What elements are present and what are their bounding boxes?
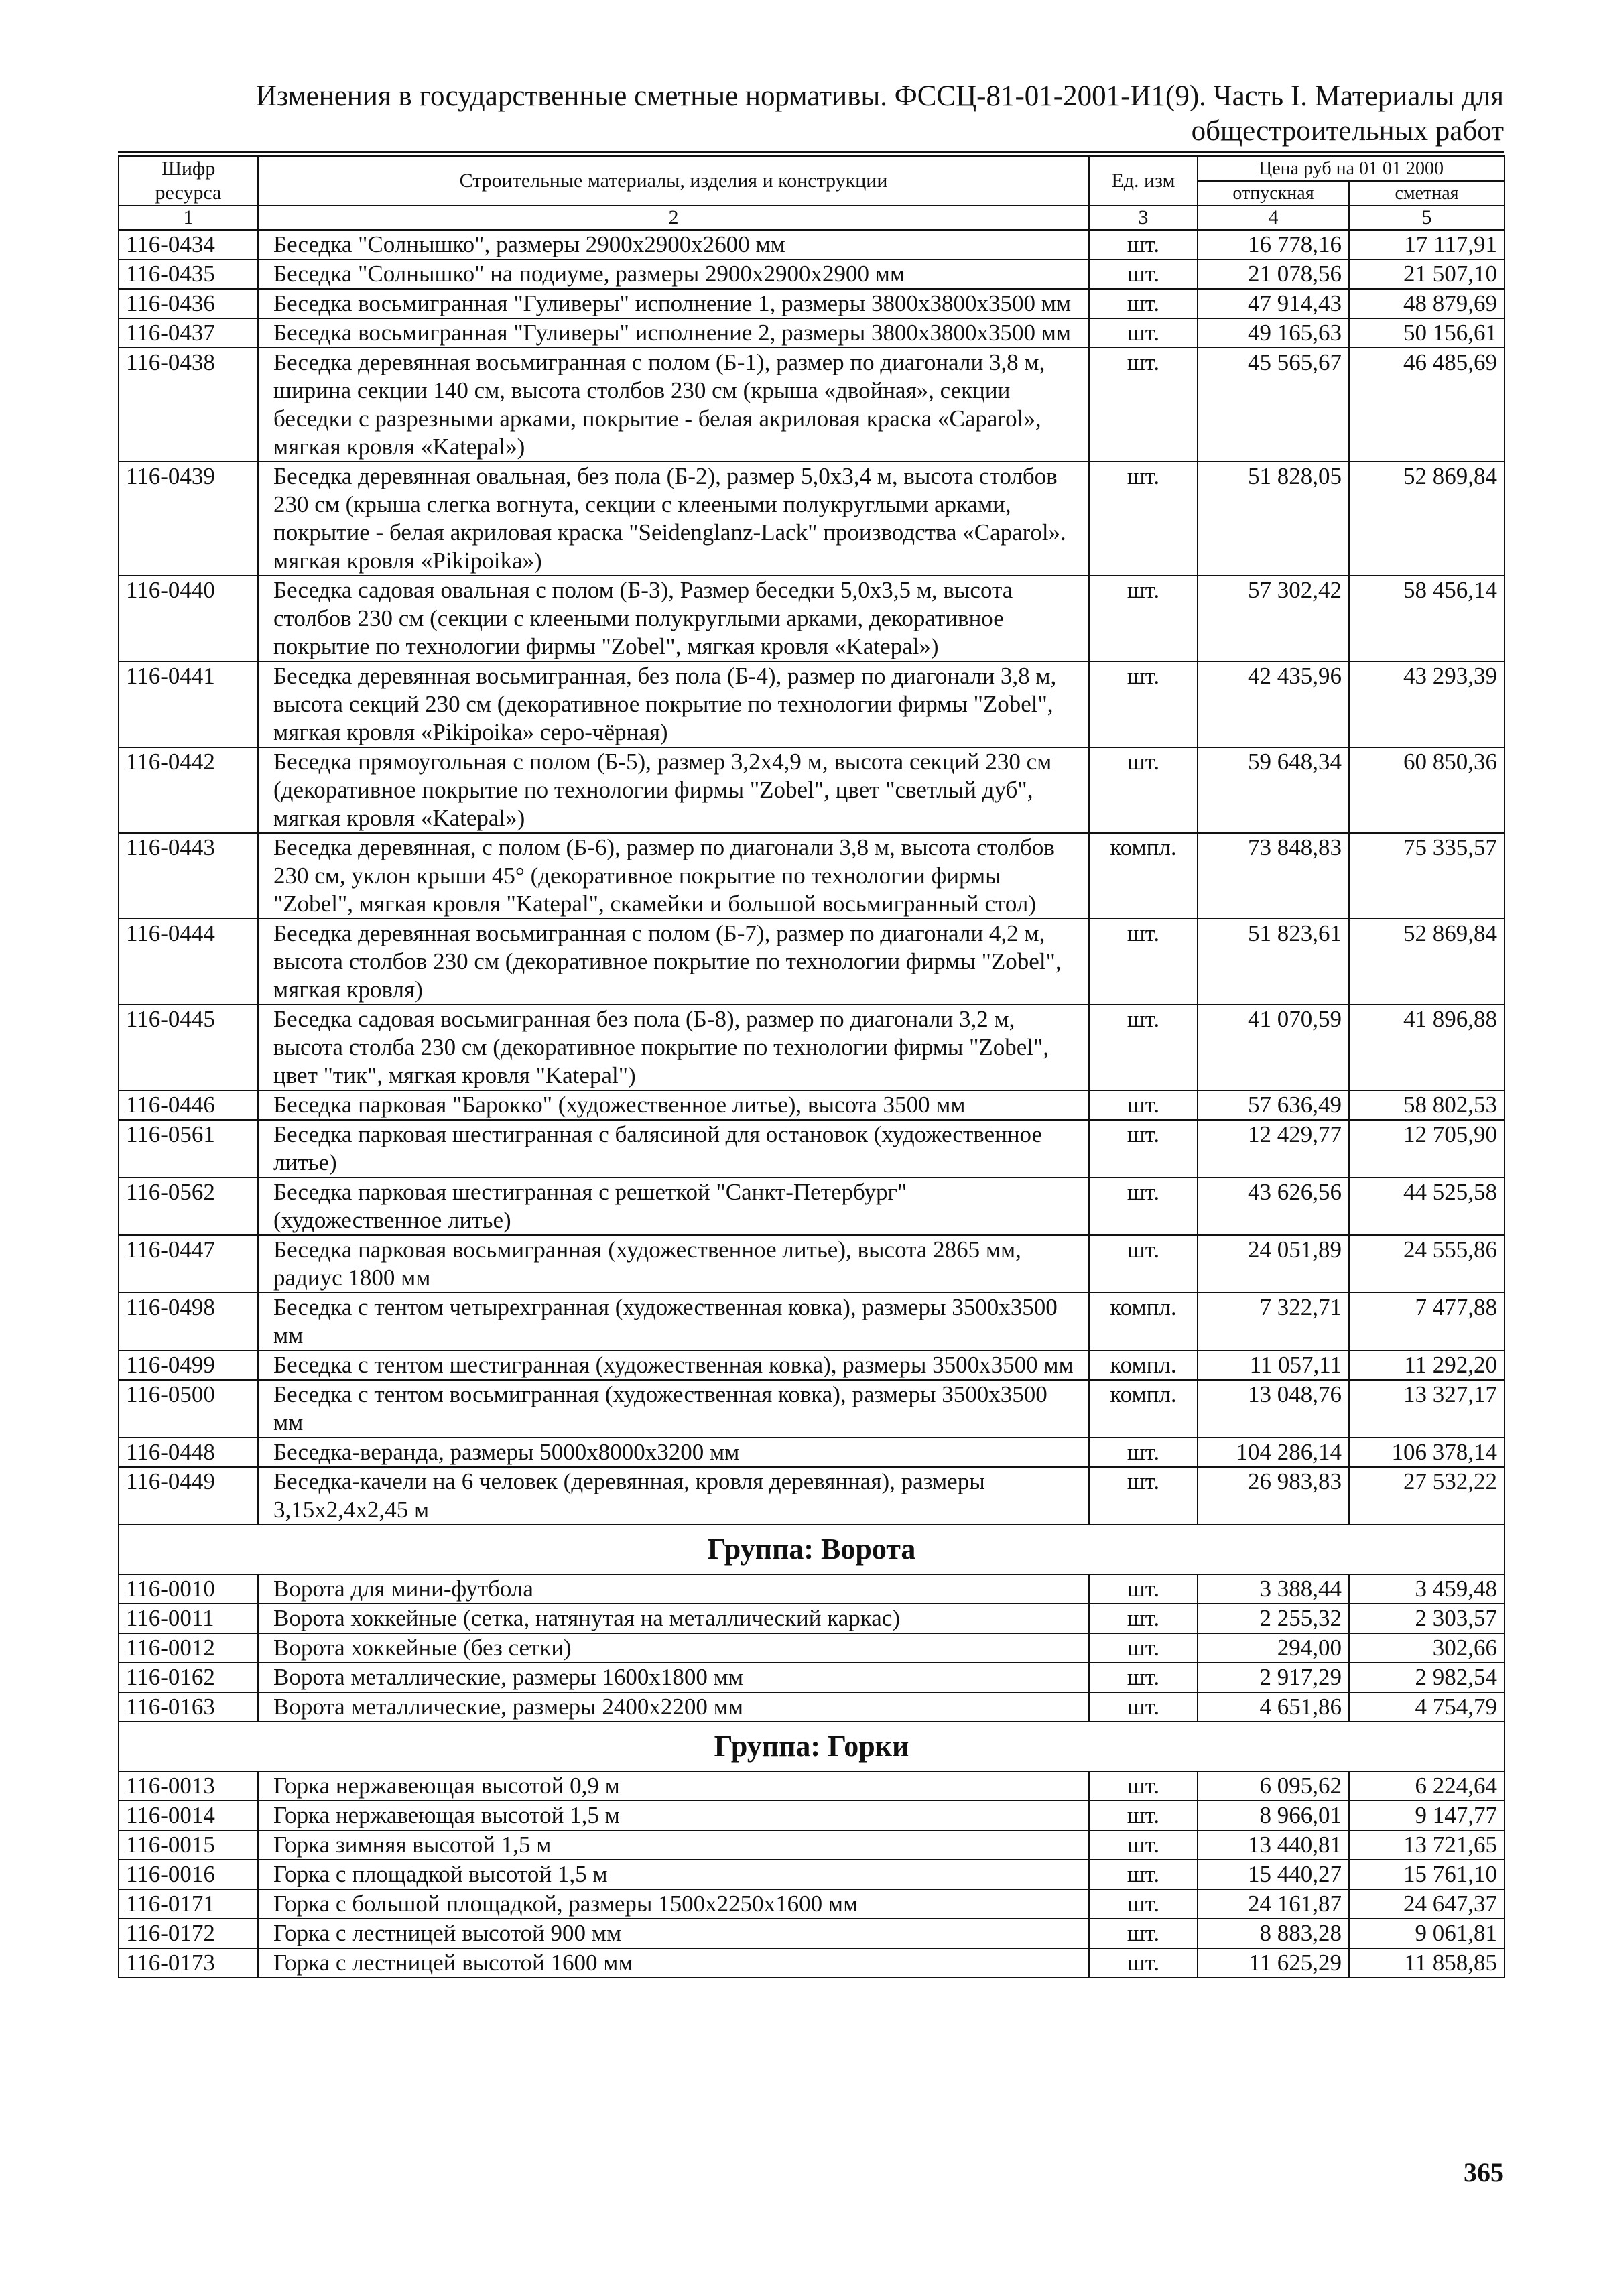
table-row — [119, 1919, 1505, 1948]
table-row — [119, 1380, 1505, 1438]
estimate-price: 52 869,84 — [1349, 919, 1505, 1005]
table-row — [119, 833, 1505, 919]
estimate-price: 7 477,88 — [1349, 1293, 1505, 1350]
table-row — [119, 1090, 1505, 1120]
unit-cell: шт. — [1089, 576, 1198, 661]
resource-code: 116-0013 — [119, 1771, 258, 1801]
table-row — [119, 318, 1505, 348]
unit-cell: шт. — [1089, 1467, 1198, 1525]
estimate-price: 48 879,69 — [1349, 289, 1505, 318]
item-name: Беседка деревянная восьмигранная с полом (Б-1), размер по диагонали 3,8 м, ширина секции 140 см, высота столбов 230 см (крыша «двойная», секции беседки с разрезными арками, покрытие - белая акриловая краска «Caparol», мягкая кровля «Katepal») — [258, 348, 1089, 462]
col-number: 3 — [1089, 206, 1198, 230]
table-row — [119, 1235, 1505, 1293]
item-name: Беседка-качели на 6 человек (деревянная, кровля деревянная), размеры 3,15x2,4x2,45 м — [258, 1467, 1089, 1525]
resource-code: 116-0434 — [119, 230, 258, 259]
item-name: Беседка деревянная восьмигранная с полом (Б-7), размер по диагонали 4,2 м, высота столбов 230 см (декоративное покрытие по технологии фирмы "Zobel", мягкая кровля) — [258, 919, 1089, 1005]
unit-cell: шт. — [1089, 1120, 1198, 1177]
estimate-price: 4 754,79 — [1349, 1692, 1505, 1722]
unit-cell: шт. — [1089, 348, 1198, 462]
col-header-unit: Ед. изм — [1089, 156, 1198, 206]
unit-cell: шт. — [1089, 1177, 1198, 1235]
resource-code: 116-0014 — [119, 1801, 258, 1830]
unit-cell: шт. — [1089, 1574, 1198, 1604]
estimate-price: 27 532,22 — [1349, 1467, 1505, 1525]
release-price: 26 983,83 — [1198, 1467, 1349, 1525]
resource-code: 116-0010 — [119, 1574, 258, 1604]
table-row — [119, 1120, 1505, 1177]
unit-cell: шт. — [1089, 747, 1198, 833]
item-name: Беседка парковая шестигранная с решеткой "Санкт-Петербург" (художественное литье) — [258, 1177, 1089, 1235]
table-row — [119, 1604, 1505, 1633]
estimate-price: 24 647,37 — [1349, 1889, 1505, 1919]
estimate-price: 60 850,36 — [1349, 747, 1505, 833]
table-row — [119, 1948, 1505, 1978]
table-row — [119, 576, 1505, 661]
estimate-price: 11 858,85 — [1349, 1948, 1505, 1978]
estimate-price: 75 335,57 — [1349, 833, 1505, 919]
table-row — [119, 1771, 1505, 1801]
resource-code: 116-0435 — [119, 259, 258, 289]
release-price: 49 165,63 — [1198, 318, 1349, 348]
unit-cell: компл. — [1089, 1293, 1198, 1350]
col-header-price-group: Цена руб на 01 01 2000 — [1198, 156, 1505, 181]
item-name: Горка с лестницей высотой 900 мм — [258, 1919, 1089, 1948]
resource-code: 116-0500 — [119, 1380, 258, 1438]
release-price: 41 070,59 — [1198, 1005, 1349, 1090]
estimate-price: 106 378,14 — [1349, 1438, 1505, 1467]
item-name: Беседка деревянная восьмигранная, без пола (Б-4), размер по диагонали 3,8 м, высота секций 230 см (декоративное покрытие по технологии фирмы "Zobel", мягкая кровля «Pikipoika» серо-чёрная) — [258, 661, 1089, 747]
release-price: 24 051,89 — [1198, 1235, 1349, 1293]
resource-code: 116-0011 — [119, 1604, 258, 1633]
col-number: 2 — [258, 206, 1089, 230]
item-name: Беседка деревянная овальная, без пола (Б-2), размер 5,0x3,4 м, высота столбов 230 см (крыша слегка вогнута, секции с клееными полукруглыми арками, покрытие - белая акриловая краска "Seidenglanz-Lack" производства «Caparol». мягкая кровля «Pikipoika») — [258, 462, 1089, 576]
estimate-price: 9 061,81 — [1349, 1919, 1505, 1948]
release-price: 8 883,28 — [1198, 1919, 1349, 1948]
item-name: Горка нержавеющая высотой 1,5 м — [258, 1801, 1089, 1830]
item-name: Ворота для мини-футбола — [258, 1574, 1089, 1604]
column-number-row — [119, 206, 1505, 230]
table-row — [119, 1692, 1505, 1722]
unit-cell: шт. — [1089, 462, 1198, 576]
estimate-price: 302,66 — [1349, 1633, 1505, 1663]
unit-cell: шт. — [1089, 1948, 1198, 1978]
release-price: 45 565,67 — [1198, 348, 1349, 462]
item-name: Беседка-веранда, размеры 5000x8000x3200 мм — [258, 1438, 1089, 1467]
unit-cell: компл. — [1089, 1380, 1198, 1438]
table-row — [119, 230, 1505, 259]
table-row — [119, 289, 1505, 318]
release-price: 11 625,29 — [1198, 1948, 1349, 1978]
resource-code: 116-0447 — [119, 1235, 258, 1293]
col-number: 5 — [1349, 206, 1505, 230]
table-row — [119, 348, 1505, 462]
page-header — [118, 79, 1504, 149]
release-price: 24 161,87 — [1198, 1889, 1349, 1919]
release-price: 6 095,62 — [1198, 1771, 1349, 1801]
estimate-price: 24 555,86 — [1349, 1235, 1505, 1293]
release-price: 13 440,81 — [1198, 1830, 1349, 1860]
item-name: Беседка прямоугольная с полом (Б-5), размер 3,2x4,9 м, высота секций 230 см (декоративное покрытие по технологии фирмы "Zobel", цвет "светлый дуб", мягкая кровля «Katepal») — [258, 747, 1089, 833]
resource-code: 116-0163 — [119, 1692, 258, 1722]
item-name: Беседка садовая восьмигранная без пола (Б-8), размер по диагонали 3,2 м, высота столба 230 см (декоративное покрытие по технологии фирмы "Zobel", цвет "тик", мягкая кровля "Katepal") — [258, 1005, 1089, 1090]
resource-code: 116-0499 — [119, 1350, 258, 1380]
estimate-price: 13 327,17 — [1349, 1380, 1505, 1438]
resource-code: 116-0449 — [119, 1467, 258, 1525]
resource-code: 116-0444 — [119, 919, 258, 1005]
unit-cell: шт. — [1089, 919, 1198, 1005]
estimate-price: 12 705,90 — [1349, 1120, 1505, 1177]
release-price: 43 626,56 — [1198, 1177, 1349, 1235]
resource-code: 116-0438 — [119, 348, 258, 462]
resource-code: 116-0439 — [119, 462, 258, 576]
release-price: 294,00 — [1198, 1633, 1349, 1663]
group-heading: Группа: Ворота — [119, 1525, 1505, 1574]
item-name: Горка нержавеющая высотой 0,9 м — [258, 1771, 1089, 1801]
release-price: 12 429,77 — [1198, 1120, 1349, 1177]
item-name: Беседка садовая овальная с полом (Б-3), Размер беседки 5,0x3,5 м, высота столбов 230 см (секции с клееными полукруглыми арками, декоративное покрытие по технологии фирмы "Zobel", мягкая кровля «Katepal») — [258, 576, 1089, 661]
resource-code: 116-0441 — [119, 661, 258, 747]
table-row — [119, 1467, 1505, 1525]
table-row — [119, 1801, 1505, 1830]
resource-code: 116-0446 — [119, 1090, 258, 1120]
table-row — [119, 1005, 1505, 1090]
item-name: Ворота хоккейные (сетка, натянутая на металлический каркас) — [258, 1604, 1089, 1633]
col-number: 4 — [1198, 206, 1349, 230]
item-name: Беседка "Солнышко" на подиуме, размеры 2900x2900x2900 мм — [258, 259, 1089, 289]
item-name: Горка с площадкой высотой 1,5 м — [258, 1860, 1089, 1889]
table-row — [119, 1293, 1505, 1350]
table-row — [119, 661, 1505, 747]
unit-cell: шт. — [1089, 318, 1198, 348]
unit-cell: шт. — [1089, 1860, 1198, 1889]
unit-cell: шт. — [1089, 1235, 1198, 1293]
estimate-price: 11 292,20 — [1349, 1350, 1505, 1380]
unit-cell: компл. — [1089, 1350, 1198, 1380]
unit-cell: компл. — [1089, 833, 1198, 919]
estimate-price: 58 802,53 — [1349, 1090, 1505, 1120]
unit-cell: шт. — [1089, 1692, 1198, 1722]
resource-code: 116-0016 — [119, 1860, 258, 1889]
unit-cell: шт. — [1089, 1801, 1198, 1830]
table-row — [119, 259, 1505, 289]
release-price: 15 440,27 — [1198, 1860, 1349, 1889]
release-price: 51 823,61 — [1198, 919, 1349, 1005]
item-name: Беседка парковая шестигранная с балясиной для остановок (художественное литье) — [258, 1120, 1089, 1177]
release-price: 16 778,16 — [1198, 230, 1349, 259]
release-price: 51 828,05 — [1198, 462, 1349, 576]
unit-cell: шт. — [1089, 1005, 1198, 1090]
unit-cell: шт. — [1089, 230, 1198, 259]
estimate-price: 2 982,54 — [1349, 1663, 1505, 1692]
resource-code: 116-0440 — [119, 576, 258, 661]
estimate-price: 43 293,39 — [1349, 661, 1505, 747]
table-row — [119, 1633, 1505, 1663]
estimate-price: 15 761,10 — [1349, 1860, 1505, 1889]
resource-code: 116-0436 — [119, 289, 258, 318]
unit-cell: шт. — [1089, 1830, 1198, 1860]
release-price: 13 048,76 — [1198, 1380, 1349, 1438]
resource-code: 116-0445 — [119, 1005, 258, 1090]
header-line-1: Изменения в государственные сметные нормативы. ФССЦ-81-01-2001-И1(9). Часть I. Материалы для — [256, 80, 1504, 112]
unit-cell: шт. — [1089, 1090, 1198, 1120]
estimate-price: 2 303,57 — [1349, 1604, 1505, 1633]
item-name: Беседка с тентом восьмигранная (художественная ковка), размеры 3500x3500 мм — [258, 1380, 1089, 1438]
header-line-2: общестроительных работ — [1191, 115, 1504, 147]
release-price: 57 302,42 — [1198, 576, 1349, 661]
estimate-price: 17 117,91 — [1349, 230, 1505, 259]
unit-cell: шт. — [1089, 1771, 1198, 1801]
unit-cell: шт. — [1089, 1663, 1198, 1692]
group-heading-row — [119, 1722, 1505, 1771]
item-name: Беседка "Солнышко", размеры 2900x2900x2600 мм — [258, 230, 1089, 259]
release-price: 21 078,56 — [1198, 259, 1349, 289]
item-name: Беседка восьмигранная "Гуливеры" исполнение 2, размеры 3800x3800x3500 мм — [258, 318, 1089, 348]
release-price: 104 286,14 — [1198, 1438, 1349, 1467]
release-price: 3 388,44 — [1198, 1574, 1349, 1604]
unit-cell: шт. — [1089, 1889, 1198, 1919]
group-heading: Группа: Горки — [119, 1722, 1505, 1771]
col-header-code: Шифр ресурса — [119, 156, 258, 206]
release-price: 2 917,29 — [1198, 1663, 1349, 1692]
unit-cell: шт. — [1089, 1604, 1198, 1633]
item-name: Ворота хоккейные (без сетки) — [258, 1633, 1089, 1663]
estimate-price: 13 721,65 — [1349, 1830, 1505, 1860]
release-price: 8 966,01 — [1198, 1801, 1349, 1830]
table-row — [119, 919, 1505, 1005]
item-name: Беседка парковая восьмигранная (художественное литье), высота 2865 мм, радиус 1800 мм — [258, 1235, 1089, 1293]
header-rule — [118, 151, 1504, 153]
item-name: Беседка восьмигранная "Гуливеры" исполнение 1, размеры 3800x3800x3500 мм — [258, 289, 1089, 318]
unit-cell: шт. — [1089, 661, 1198, 747]
table-row — [119, 1889, 1505, 1919]
estimate-price: 21 507,10 — [1349, 259, 1505, 289]
estimate-price: 52 869,84 — [1349, 462, 1505, 576]
release-price: 11 057,11 — [1198, 1350, 1349, 1380]
col-header-estimate-price: сметная — [1349, 181, 1505, 206]
col-number: 1 — [119, 206, 258, 230]
item-name: Беседка с тентом шестигранная (художественная ковка), размеры 3500x3500 мм — [258, 1350, 1089, 1380]
estimate-price: 41 896,88 — [1349, 1005, 1505, 1090]
table-row — [119, 747, 1505, 833]
table-row — [119, 462, 1505, 576]
estimate-price: 46 485,69 — [1349, 348, 1505, 462]
item-name: Беседка с тентом четырехгранная (художественная ковка), размеры 3500x3500 мм — [258, 1293, 1089, 1350]
release-price: 47 914,43 — [1198, 289, 1349, 318]
unit-cell: шт. — [1089, 289, 1198, 318]
table-row — [119, 1350, 1505, 1380]
table-row — [119, 1177, 1505, 1235]
item-name: Горка зимняя высотой 1,5 м — [258, 1830, 1089, 1860]
table-row — [119, 1663, 1505, 1692]
resource-code: 116-0448 — [119, 1438, 258, 1467]
unit-cell: шт. — [1089, 259, 1198, 289]
col-header-name: Строительные материалы, изделия и конструкции — [258, 156, 1089, 206]
item-name: Беседка деревянная, с полом (Б-6), размер по диагонали 3,8 м, высота столбов 230 см, уклон крыши 45° (декоративное покрытие по технологии фирмы "Zobel", мягкая кровля "Katepal", скамейки и большой восьмигранный стол) — [258, 833, 1089, 919]
resource-code: 116-0015 — [119, 1830, 258, 1860]
item-name: Ворота металлические, размеры 1600x1800 мм — [258, 1663, 1089, 1692]
unit-cell: шт. — [1089, 1919, 1198, 1948]
release-price: 4 651,86 — [1198, 1692, 1349, 1722]
release-price: 57 636,49 — [1198, 1090, 1349, 1120]
item-name: Беседка парковая "Барокко" (художественное литье), высота 3500 мм — [258, 1090, 1089, 1120]
release-price: 7 322,71 — [1198, 1293, 1349, 1350]
release-price: 73 848,83 — [1198, 833, 1349, 919]
estimate-price: 6 224,64 — [1349, 1771, 1505, 1801]
unit-cell: шт. — [1089, 1633, 1198, 1663]
item-name: Горка с большой площадкой, размеры 1500x2250x1600 мм — [258, 1889, 1089, 1919]
resource-code: 116-0442 — [119, 747, 258, 833]
resource-code: 116-0498 — [119, 1293, 258, 1350]
estimate-price: 58 456,14 — [1349, 576, 1505, 661]
resource-code: 116-0162 — [119, 1663, 258, 1692]
resource-code: 116-0562 — [119, 1177, 258, 1235]
resource-code: 116-0437 — [119, 318, 258, 348]
col-header-release-price: отпускная — [1198, 181, 1349, 206]
table-row — [119, 1438, 1505, 1467]
price-table — [118, 155, 1505, 1978]
release-price: 2 255,32 — [1198, 1604, 1349, 1633]
estimate-price: 3 459,48 — [1349, 1574, 1505, 1604]
estimate-price: 50 156,61 — [1349, 318, 1505, 348]
unit-cell: шт. — [1089, 1438, 1198, 1467]
release-price: 42 435,96 — [1198, 661, 1349, 747]
resource-code: 116-0443 — [119, 833, 258, 919]
resource-code: 116-0012 — [119, 1633, 258, 1663]
resource-code: 116-0172 — [119, 1919, 258, 1948]
estimate-price: 9 147,77 — [1349, 1801, 1505, 1830]
release-price: 59 648,34 — [1198, 747, 1349, 833]
table-row — [119, 1860, 1505, 1889]
group-heading-row — [119, 1525, 1505, 1574]
estimate-price: 44 525,58 — [1349, 1177, 1505, 1235]
table-row — [119, 1574, 1505, 1604]
table-body — [119, 230, 1505, 1978]
resource-code: 116-0173 — [119, 1948, 258, 1978]
item-name: Ворота металлические, размеры 2400x2200 мм — [258, 1692, 1089, 1722]
item-name: Горка с лестницей высотой 1600 мм — [258, 1948, 1089, 1978]
page-number: 365 — [1464, 2157, 1504, 2187]
table-row — [119, 1830, 1505, 1860]
resource-code: 116-0171 — [119, 1889, 258, 1919]
resource-code: 116-0561 — [119, 1120, 258, 1177]
